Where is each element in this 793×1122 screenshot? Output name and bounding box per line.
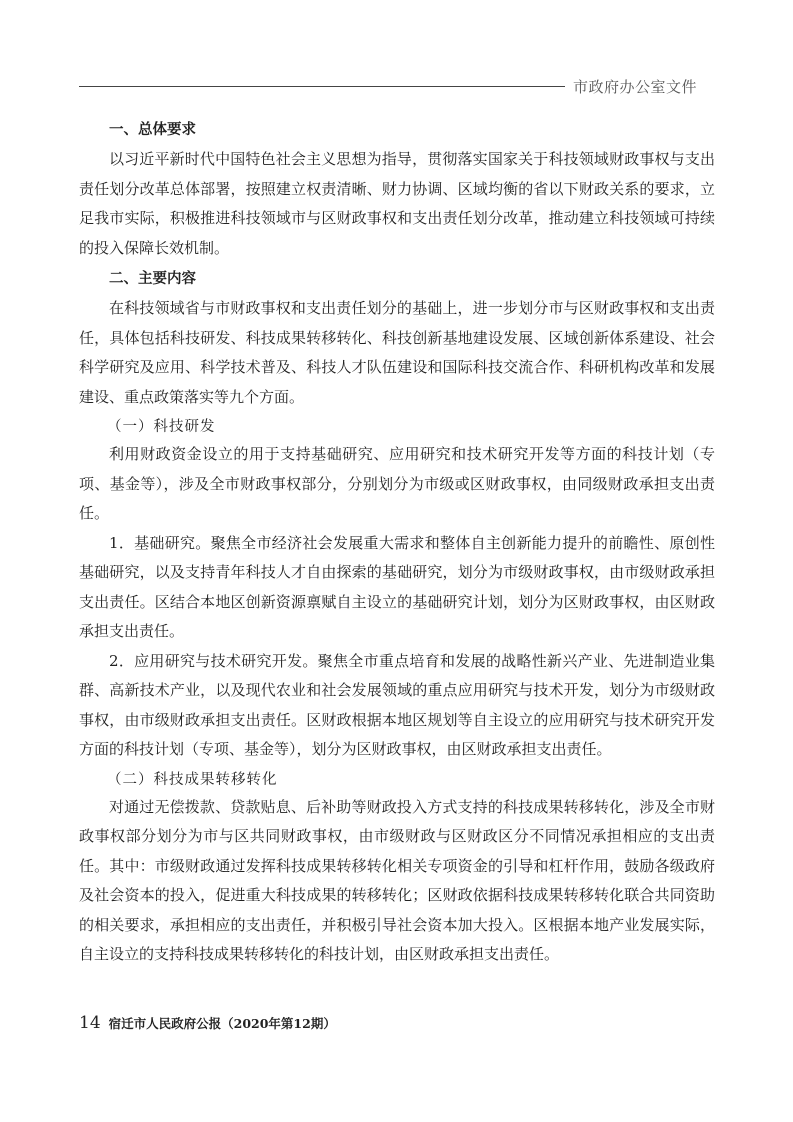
paragraph-basic-research: 1．基础研究。聚焦全市经济社会发展重大需求和整体自主创新能力提升的前瞻性、原创性基础研究，以及支持青年科技人才自由探索的基础研究，划分为市级财政事权，由市级财政承担支出责任。区结合本地区创新资源禀赋自主设立的基础研究计划，划分为区财政事权，由区财政承担支出责任。	[79, 533, 715, 640]
page-footer	[79, 1013, 336, 1033]
subsection-heading-tech-transfer: （二）科技成果转移转化	[107, 771, 278, 788]
journal-title: 宿迁市人民政府公报（2020年第12期）	[108, 1016, 336, 1031]
paragraph-main-content: 在科技领域省与市财政事权和支出责任划分的基础上，进一步划分市与区财政事权和支出责任，具体包括科技研发、科技成果转移转化、科技创新基地建设发展、区域创新体系建设、社会科学研究及应用、科学技术普及、科技人才队伍建设和国际科技交流合作、科研机构改革和发展建设、重点政策落实等九个方面。	[79, 299, 715, 406]
paragraph-general-requirements: 以习近平新时代中国特色社会主义思想为指导，贯彻落实国家关于科技领域财政事权与支出责任划分改革总体部署，按照建立权责清晰、财力协调、区域均衡的省以下财政关系的要求，立足我市实际，积极推进科技领域市与区财政事权和支出责任划分改革，推动建立科技领域可持续的投入保障长效机制。	[79, 150, 715, 257]
page-number: 14	[79, 1013, 101, 1033]
section-heading-main-content: 二、主要内容	[109, 271, 196, 287]
paragraph-tech-transfer: 对通过无偿拨款、贷款贴息、后补助等财政投入方式支持的科技成果转移转化，涉及全市财政事权部分划分为市与区共同财政事权，由市级财政与区财政区分不同情况承担相应的支出责任。其中：市级财政通过发挥科技成果转移转化相关专项资金的引导和杠杆作用，鼓励各级政府及社会资本的投入，促进重大科技成果的转移转化；区财政依据科技成果转移转化联合共同资助的相关要求，承担相应的支出责任，并积极引导社会资本加大投入。区根据本地产业发展实际，自主设立的支持科技成果转移转化的科技计划，由区财政承担支出责任。	[79, 797, 715, 963]
paragraph-rd-intro: 利用财政资金设立的用于支持基础研究、应用研究和技术研究开发等方面的科技计划（专项、基金等），涉及全市财政事权部分，分别划分为市级或区财政事权，由同级财政承担支出责任。	[79, 445, 715, 522]
header-rule	[79, 86, 565, 87]
subsection-heading-rd: （一）科技研发	[107, 419, 216, 435]
document-body	[79, 114, 715, 970]
paragraph-applied-research: 2．应用研究与技术研究开发。聚焦全市重点培育和发展的战略性新兴产业、先进制造业集群、高新技术产业，以及现代农业和社会发展领域的重点应用研究与技术开发，划分为市级财政事权，由市级财政承担支出责任。区财政根据本地区规划等自主设立的应用研究与技术研究开发方面的科技计划（专项、基金等），划分为区财政事权，由区财政承担支出责任。	[79, 651, 715, 758]
section-heading-general-requirements: 一、总体要求	[109, 122, 196, 138]
running-header: 市政府办公室文件	[573, 78, 698, 96]
